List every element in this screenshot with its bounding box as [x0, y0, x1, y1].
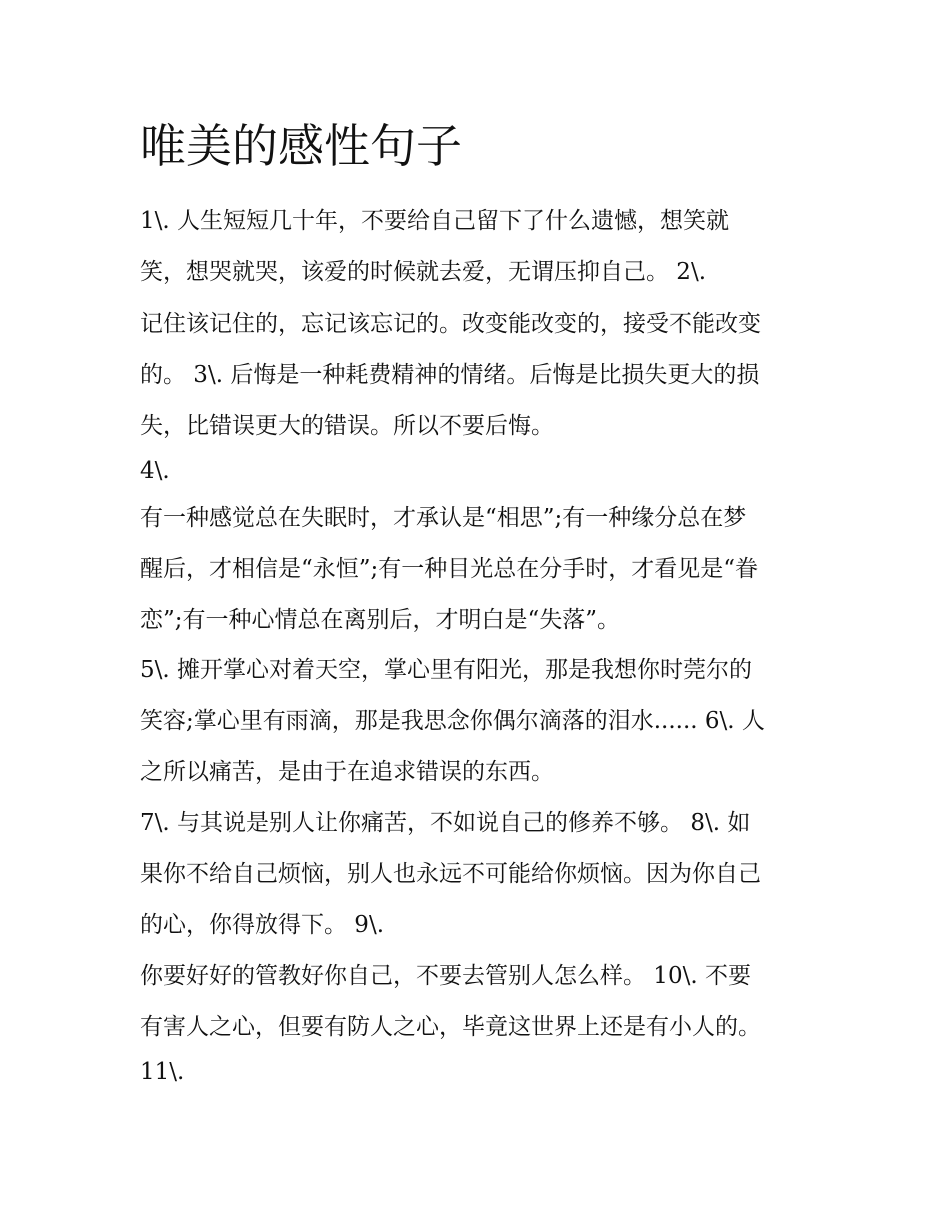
body-line: 你要好好的管教好你自己，不要去管别人怎么样。 10\. 不要 — [140, 963, 751, 989]
body-line: 1\. 人生短短几十年，不要给自己留下了什么遗憾，想笑就 — [140, 208, 730, 234]
body-line: 失，比错误更大的错误。所以不要后悔。 — [140, 413, 554, 439]
body-line: 醒后，才相信是“永恒”;有一种目光总在分手时，才看见是“眷 — [140, 556, 759, 582]
document-title: 唯美的感性句子 — [140, 119, 462, 173]
body-line: 的心，你得放得下。 9\. — [140, 912, 385, 938]
body-line: 的。 3\. 后悔是一种耗费精神的情绪。后悔是比损失更大的损 — [140, 362, 760, 388]
body-line: 5\. 摊开掌心对着天空，掌心里有阳光，那是我想你时莞尔的 — [140, 657, 753, 683]
body-line: 有一种感觉总在失眠时，才承认是“相思”;有一种缘分总在梦 — [140, 505, 747, 531]
body-line: 笑容;掌心里有雨滴，那是我思念你偶尔滴落的泪水...... 6\. 人 — [140, 708, 765, 734]
body-line: 之所以痛苦，是由于在追求错误的东西。 — [140, 759, 554, 785]
body-line: 4\. — [140, 458, 170, 484]
body-line: 7\. 与其说是别人让你痛苦，不如说自己的修养不够。 8\. 如 — [140, 810, 751, 836]
body-line: 记住该记住的，忘记该忘记的。改变能改变的，接受不能改变 — [140, 311, 761, 337]
body-line: 笑，想哭就哭，该爱的时候就去爱，无谓压抑自己。 2\. — [140, 259, 707, 285]
body-line: 11\. — [140, 1059, 185, 1085]
body-line: 恋”;有一种心情总在离别后，才明白是“失落”。 — [140, 607, 621, 633]
body-line: 果你不给自己烦恼，别人也永远不可能给你烦恼。因为你自己 — [140, 861, 761, 887]
body-line: 有害人之心，但要有防人之心，毕竟这世界上还是有小人的。 — [140, 1014, 761, 1040]
